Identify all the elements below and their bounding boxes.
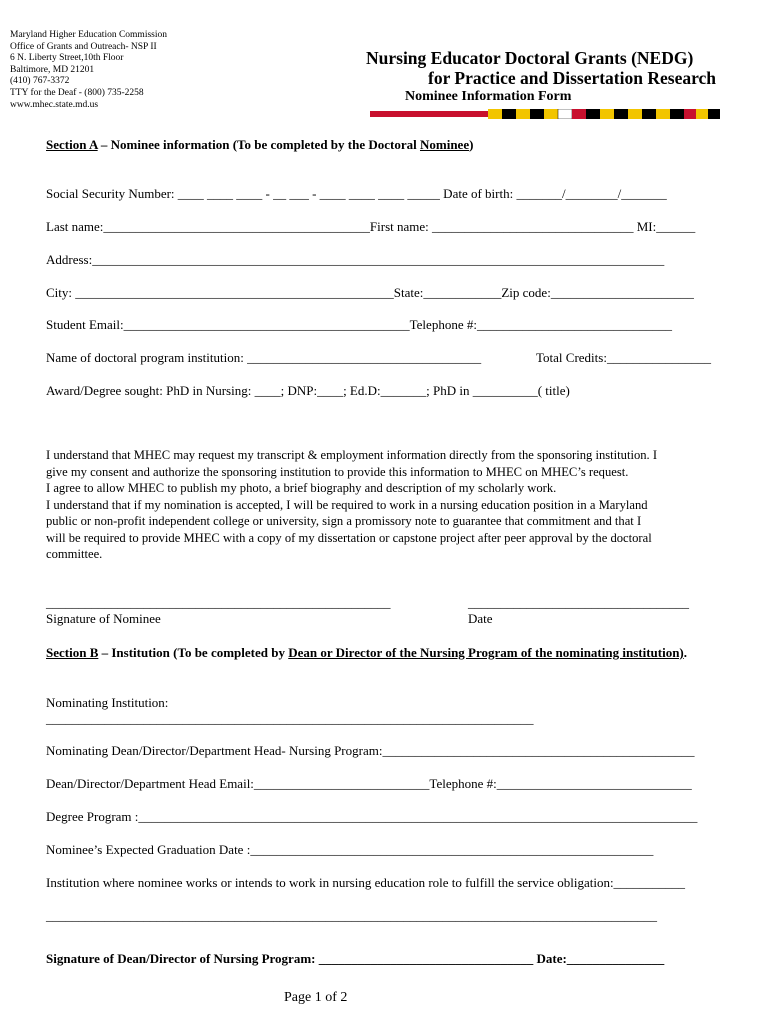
section-b-heading xyxy=(46,645,726,661)
nominating-institution-label: Nominating Institution: xyxy=(46,695,169,710)
section-a-heading xyxy=(46,137,473,153)
consent-paragraph xyxy=(46,447,736,563)
section-b-description: – Institution (To be completed by xyxy=(98,645,289,660)
consent-line: will be required to provide MHEC with a copy of my dissertation or capstone project after peer approval by the doctoral xyxy=(46,530,652,545)
consent-line: I understand that if my nomination is accepted, I will be required to work in a nursing education position in a Maryland xyxy=(46,497,648,512)
city-state-zip-field[interactable]: City: _________________________________________________State:____________Zip code:______________________ xyxy=(46,285,694,300)
consent-line: committee. xyxy=(46,547,103,561)
flag-segment xyxy=(370,111,488,117)
graduation-date-field[interactable]: Nominee’s Expected Graduation Date :______________________________________________________________ xyxy=(46,842,654,857)
section-b-close: . xyxy=(683,645,688,660)
address-line: 6 N. Liberty Street,10th Floor xyxy=(10,53,124,64)
section-a-who: Nominee xyxy=(419,137,470,152)
credits-field[interactable]: Total Credits:________________ xyxy=(536,350,711,365)
commission-address xyxy=(10,30,210,111)
consent-line: I agree to allow MHEC to publish my photo, a brief biography and description of my scholarly work. xyxy=(46,481,557,495)
page-title: Nursing Educator Doctoral Grants (NEDG) xyxy=(366,48,694,68)
degree-program-field[interactable]: Degree Program :______________________________________________________________________________________ xyxy=(46,809,698,824)
form-title: Nominee Information Form xyxy=(405,89,572,104)
page-number: Page 1 of 2 xyxy=(284,990,348,1005)
service-institution-field[interactable]: Institution where nominee works or intends to work in nursing education role to fulfill the service obligation:___________ xyxy=(46,875,686,890)
nominee-signature-line[interactable]: _____________________________________________________ xyxy=(46,595,391,610)
section-a-description: – Nominee information (To be completed by the Doctoral xyxy=(97,137,420,152)
maryland-flag-stripe xyxy=(370,109,720,119)
dean-name-field[interactable]: Nominating Dean/Director/Department Head- Nursing Program:________________________________________________ xyxy=(46,743,695,758)
ssn-dob-field[interactable]: Social Security Number: ____ ____ ____ - __ ___ - ____ ____ ____ _____ Date of birth: _______/________/_______ xyxy=(46,186,667,201)
award-field[interactable]: Award/Degree sought: PhD in Nursing: ____; DNP:____; Ed.D:_______; PhD in __________( title) xyxy=(46,383,570,398)
website-link[interactable]: www.mhec.state.md.us xyxy=(10,99,99,110)
dean-signature-field[interactable]: Signature of Dean/Director of Nursing Program: _________________________________ Date:_______________ xyxy=(46,951,665,966)
institution-field[interactable]: Name of doctoral program institution: ____________________________________ xyxy=(46,350,482,365)
page-subtitle: for Practice and Dissertation Research xyxy=(428,68,717,88)
address-field[interactable]: Address:________________________________________________________________________________________ xyxy=(46,252,665,267)
address-line: Office of Grants and Outreach- NSP II xyxy=(10,41,157,52)
email-phone-field[interactable]: Student Email:____________________________________________Telephone #:______________________________ xyxy=(46,317,672,332)
section-a-close: ) xyxy=(469,137,474,152)
consent-line: public or non-profit independent college or university, sign a promissory note to guarantee that commitment and that I xyxy=(46,514,642,528)
name-field[interactable]: Last name:_________________________________________First name: _______________________________ MI:______ xyxy=(46,219,696,234)
service-institution-continuation[interactable]: ______________________________________________________________________________________________ xyxy=(46,908,657,923)
nominee-date-label: Date xyxy=(468,611,493,626)
address-line: (410) 767-3372 xyxy=(10,76,70,87)
section-b-label: Section B xyxy=(46,645,99,660)
consent-line: give my consent and authorize the sponsoring institution to provide this information to MHEC on MHEC’s request. xyxy=(46,464,629,479)
address-line: TTY for the Deaf - (800) 735-2258 xyxy=(10,87,144,98)
dean-email-phone-field[interactable]: Dean/Director/Department Head Email:___________________________Telephone #:______________________________ xyxy=(46,776,692,791)
nominee-signature-label: Signature of Nominee xyxy=(46,611,161,626)
nominee-date-line[interactable]: __________________________________ xyxy=(468,595,689,610)
address-line: Maryland Higher Education Commission xyxy=(10,30,167,40)
consent-line: I understand that MHEC may request my transcript & employment information directly from the sponsoring institution. I xyxy=(46,448,658,462)
flag-segment-checker xyxy=(488,109,720,119)
section-b-who: Dean or Director of the Nursing Program of the nominating institution) xyxy=(288,645,684,660)
address-line: Baltimore, MD 21201 xyxy=(10,64,95,75)
nominating-institution-field[interactable]: ___________________________________________________________________________ xyxy=(46,711,534,726)
section-a-label: Section A xyxy=(46,137,98,152)
